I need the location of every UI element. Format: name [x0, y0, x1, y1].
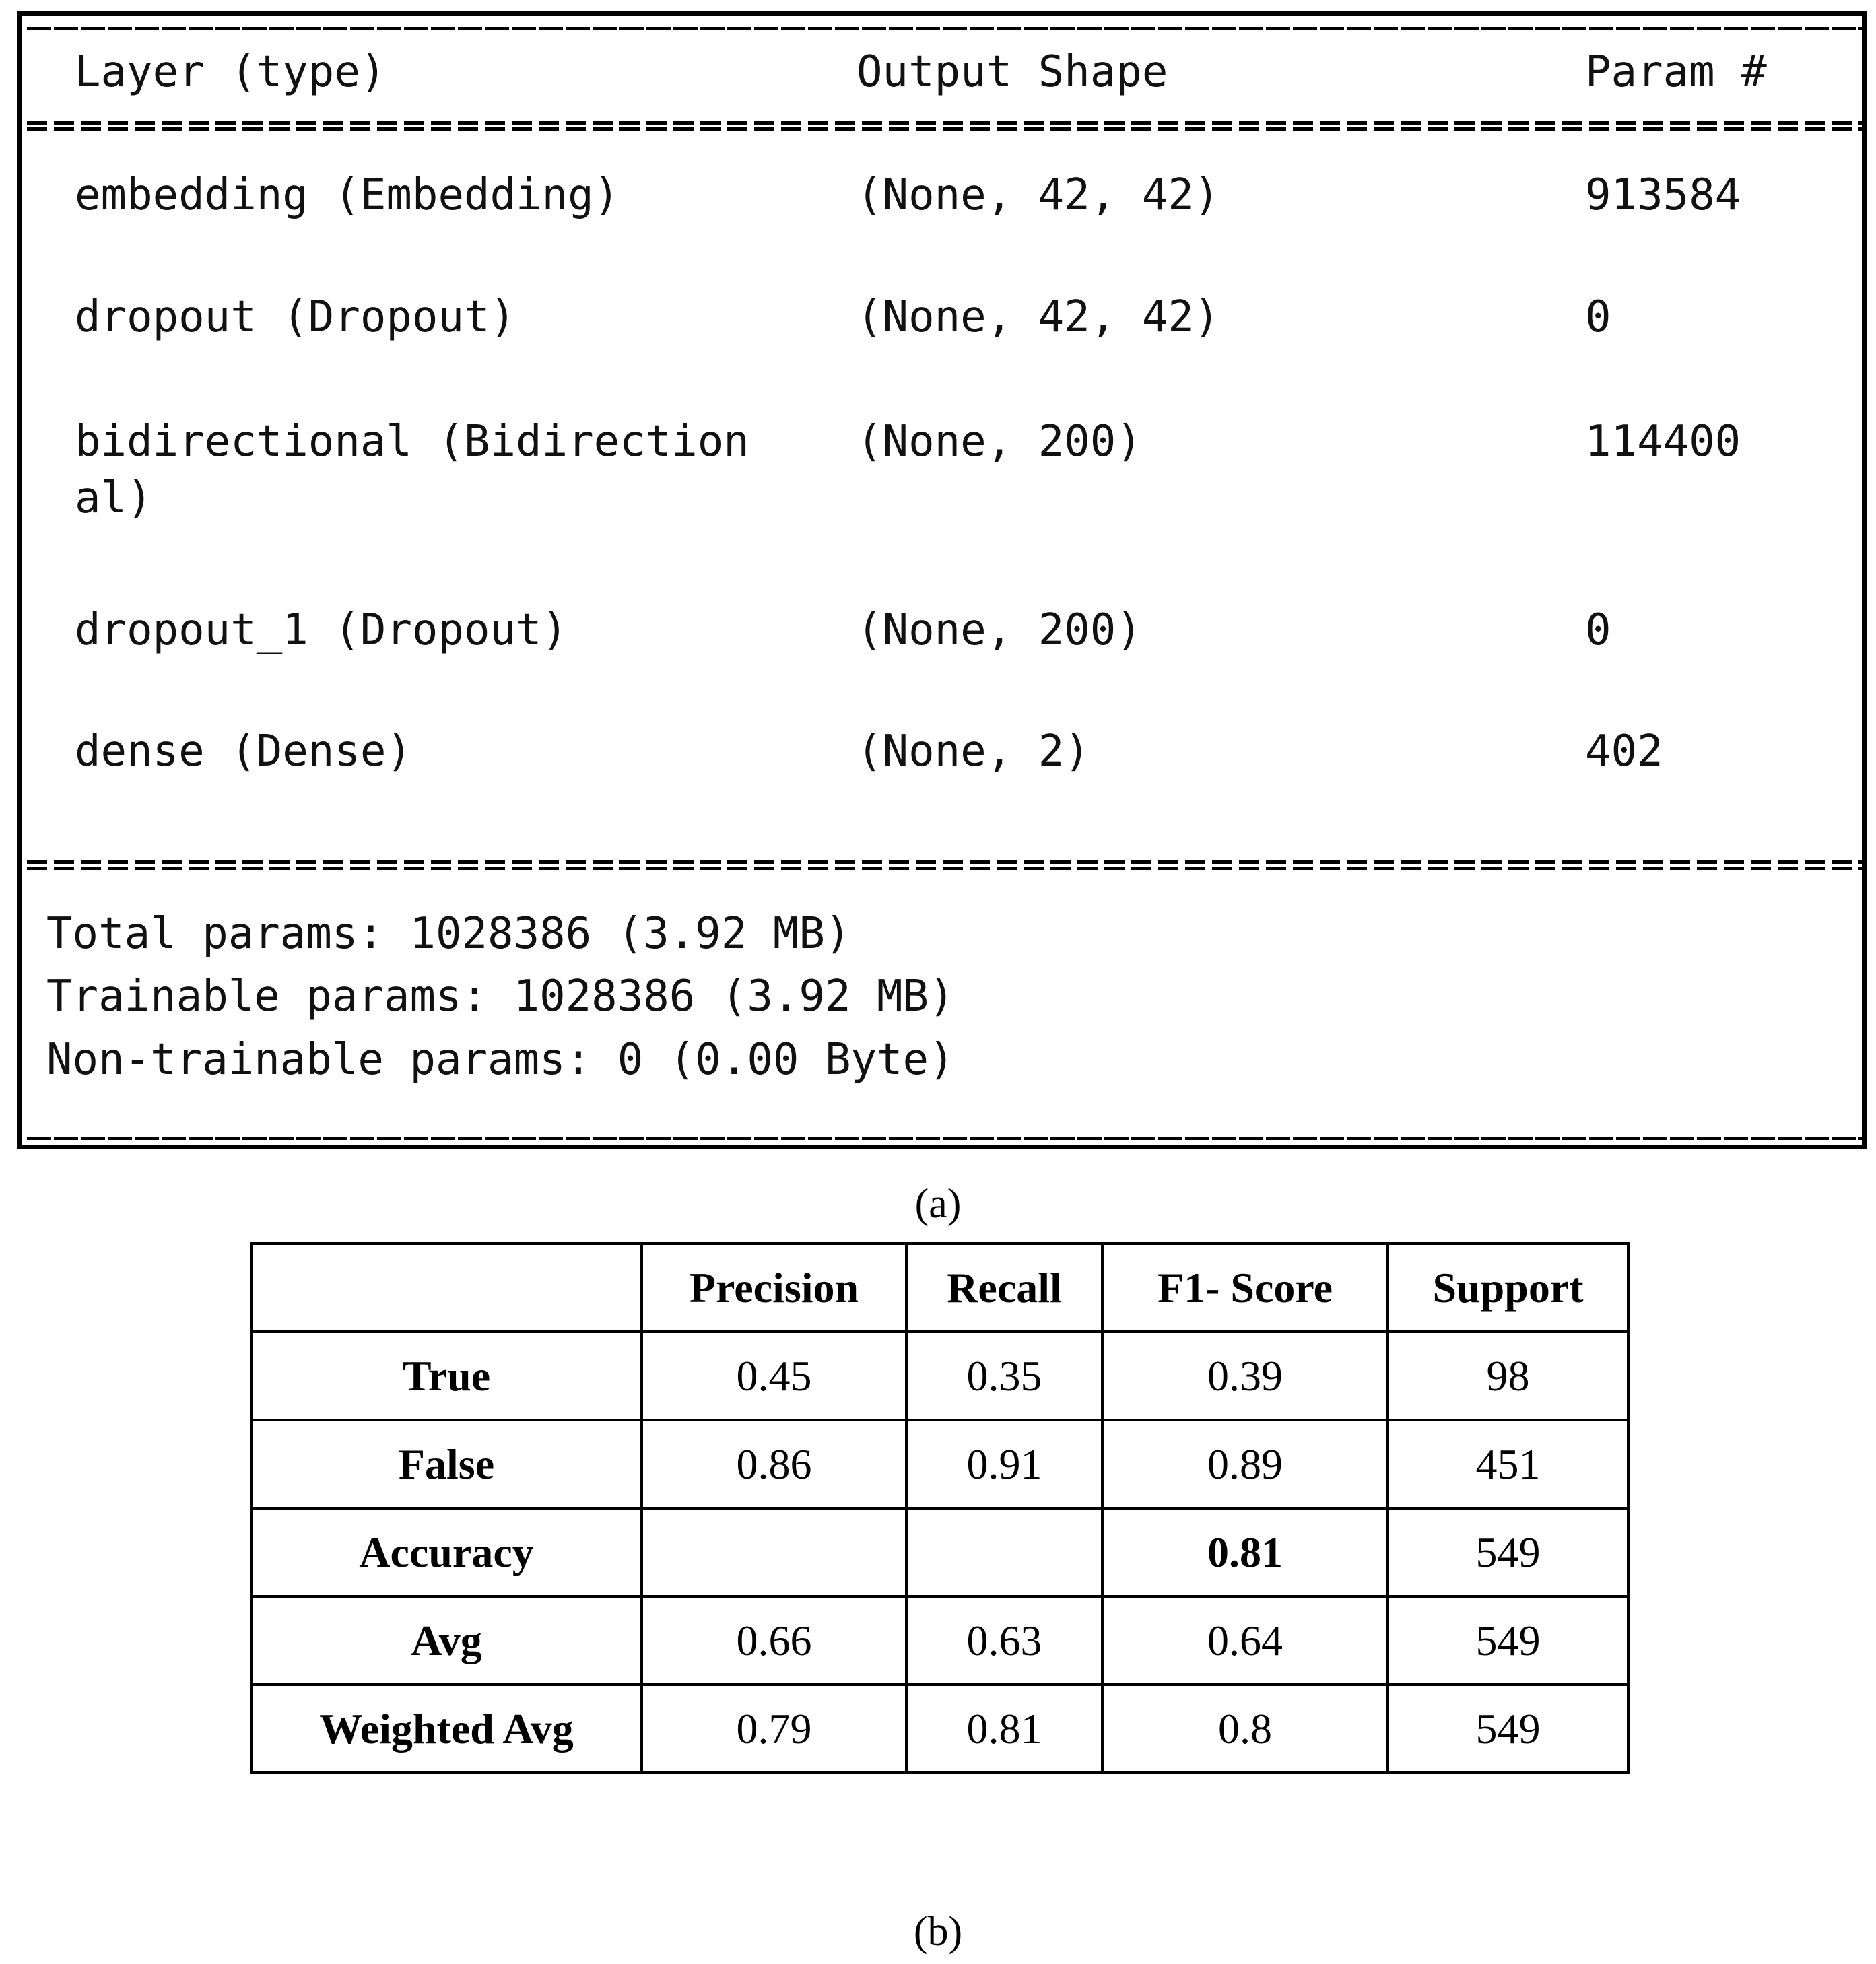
trainable-params: Trainable params: 1028386 (3.92 MB): [46, 972, 955, 1021]
header-recall: Recall: [906, 1244, 1102, 1332]
layer-params: 402: [1585, 726, 1663, 776]
precision-cell: 0.79: [642, 1685, 906, 1773]
header-double-rule: [27, 121, 1862, 131]
layer-name: embedding (Embedding): [75, 170, 620, 220]
layer-output: (None, 200): [857, 417, 1142, 467]
table-row: [251, 1508, 1628, 1596]
header-precision: Precision: [642, 1244, 906, 1332]
support-cell: 98: [1388, 1332, 1628, 1420]
support-cell: 451: [1388, 1420, 1628, 1508]
support-cell: 549: [1388, 1596, 1628, 1685]
layer-output: (None, 2): [857, 726, 1090, 776]
header-support: Support: [1388, 1244, 1628, 1332]
layer-params: 0: [1585, 292, 1611, 342]
recall-cell: 0.63: [906, 1596, 1102, 1685]
layer-output: (None, 200): [857, 605, 1142, 655]
row-label: Avg: [251, 1596, 642, 1685]
header-param-count: Param #: [1585, 47, 1767, 97]
layer-name-continuation: al): [75, 473, 153, 523]
layer-name: bidirectional (Bidirection: [75, 417, 749, 467]
support-cell: 549: [1388, 1685, 1628, 1773]
row-label: Weighted Avg: [251, 1685, 642, 1773]
table-header-row: [251, 1244, 1628, 1332]
row-label: True: [251, 1332, 642, 1420]
precision-cell: [642, 1508, 906, 1596]
f1-cell: 0.64: [1102, 1596, 1388, 1685]
layer-name: dropout (Dropout): [75, 292, 516, 342]
layer-output: (None, 42, 42): [857, 170, 1220, 220]
f1-cell: 0.8: [1102, 1685, 1388, 1773]
layer-params: 0: [1585, 605, 1611, 655]
row-label: Accuracy: [251, 1508, 642, 1596]
header-blank: [251, 1244, 642, 1332]
recall-cell: [906, 1508, 1102, 1596]
caption-b: (b): [913, 1909, 963, 1955]
precision-cell: 0.66: [642, 1596, 906, 1685]
support-cell: 549: [1388, 1508, 1628, 1596]
recall-cell: 0.91: [906, 1420, 1102, 1508]
recall-cell: 0.35: [906, 1332, 1102, 1420]
footer-double-rule: [27, 860, 1862, 870]
recall-cell: 0.81: [906, 1685, 1102, 1773]
precision-cell: 0.86: [642, 1420, 906, 1508]
header-f1-score: F1- Score: [1102, 1244, 1388, 1332]
table-row: [251, 1685, 1628, 1773]
classification-report-table: [250, 1242, 1630, 1774]
layer-name: dense (Dense): [75, 726, 412, 776]
row-label: False: [251, 1420, 642, 1508]
table-row: [251, 1420, 1628, 1508]
precision-cell: 0.45: [642, 1332, 906, 1420]
table-row: [251, 1332, 1628, 1420]
non-trainable-params: Non-trainable params: 0 (0.00 Byte): [46, 1035, 955, 1085]
f1-cell: 0.81: [1102, 1508, 1388, 1596]
layer-name: dropout_1 (Dropout): [75, 605, 568, 655]
f1-cell: 0.89: [1102, 1420, 1388, 1508]
bottom-dash-rule: [27, 1137, 1862, 1140]
total-params: Total params: 1028386 (3.92 MB): [46, 909, 851, 959]
f1-cell: 0.39: [1102, 1332, 1388, 1420]
header-layer-type: Layer (type): [75, 47, 387, 97]
top-dash-rule: [27, 27, 1862, 30]
layer-output: (None, 42, 42): [857, 292, 1220, 342]
caption-a: (a): [914, 1181, 962, 1227]
header-output-shape: Output Shape: [857, 47, 1168, 97]
layer-params: 913584: [1585, 170, 1741, 220]
model-summary-panel: [17, 11, 1867, 1149]
table-row: [251, 1596, 1628, 1685]
layer-params: 114400: [1585, 417, 1741, 467]
